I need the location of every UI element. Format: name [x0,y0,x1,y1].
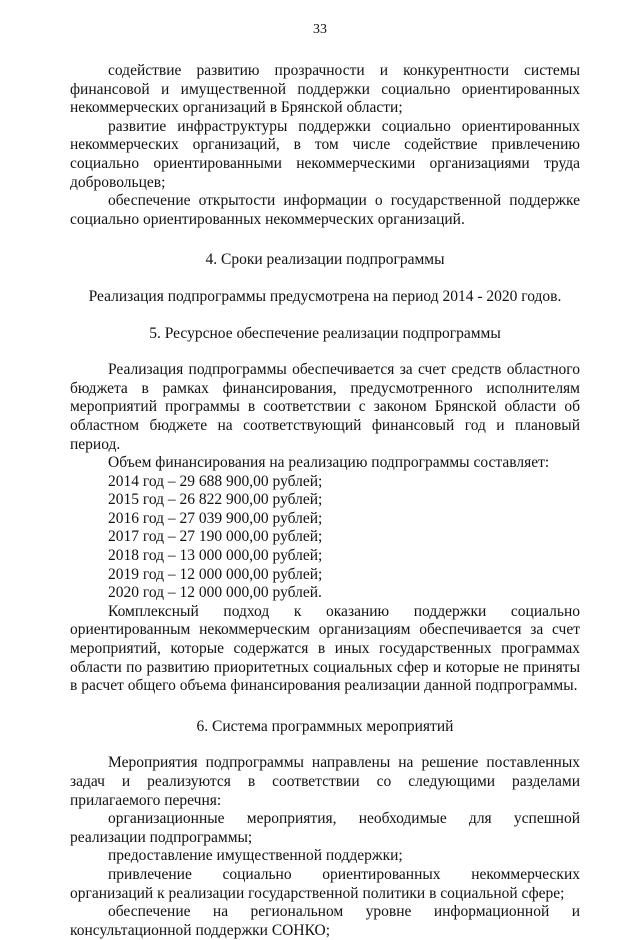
funding-year-item: 2019 год – 12 000 000,00 рублей; [108,565,323,583]
page-number: 33 [313,22,327,37]
funding-year-item: 2015 год – 26 822 900,00 рублей; [108,491,323,509]
section-5-intro: Реализация подпрограммы обеспечивается за счет средств областного бюджета в рамках финансирования, предусмотренного исполнителям мероприятий программы в соответствии с законом Брянской области об областном бюджете на соответствующий финансовый год и плановый период. [70,361,580,453]
funding-year-item: 2020 год – 12 000 000,00 рублей. [108,584,322,602]
funding-year-item: 2017 год – 27 190 000,00 рублей; [108,528,323,546]
section-4-heading: 4. Сроки реализации подпрограммы [205,251,445,269]
paragraph: Мероприятия подпрограммы направлены на решение поставленных задач и реализуются в соответствии со следующими разделами прилагаемого перечня: [70,754,580,809]
paragraph: привлечение социально ориентированных некоммерческих организаций к реализации государственной политики в социальной сфере; [70,865,580,902]
section-5-heading: 5. Ресурсное обеспечение реализации подпрограммы [149,324,501,342]
funding-year-item: 2016 год – 27 039 900,00 рублей; [108,509,323,527]
funding-year-item: 2014 год – 29 688 900,00 рублей; [108,472,323,490]
paragraph: содействие развитию прозрачности и конкурентности системы финансовой и имущественной поддержки социально ориентированных некоммерческих организаций в Брянской области; [70,62,580,117]
section-6-heading: 6. Система программных мероприятий [196,717,454,735]
paragraph: организационные мероприятия, необходимые для успешной реализации подпрограммы; [70,810,580,846]
funding-volume-label: Объем финансирования на реализацию подпрограммы составляет: [108,454,550,472]
complex-approach-paragraph: Комплексный подход к оказанию поддержки социально ориентированным некоммерческим организациям обеспечивается за счет мероприятий, которые содержатся в иных государственных программах области по развитию приоритетных социальных сфер и которые не приняты в расчет общего объема финансирования реализации данной подпрограммы. [70,602,580,695]
paragraph: предоставление имущественной поддержки; [108,847,403,865]
paragraph: обеспечение на региональном уровне информационной и консультационной поддержки СОНКО; [70,903,580,939]
section-4-text: Реализация подпрограммы предусмотрена на период 2014 - 2020 годов. [88,287,562,305]
page-body [70,62,580,940]
funding-year-item: 2018 год – 13 000 000,00 рублей; [108,547,323,565]
paragraph: обеспечение открытости информации о государственной поддержке социально ориентированных некоммерческих организаций. [70,192,580,228]
funding-by-year-list [70,473,580,603]
paragraph: развитие инфраструктуры поддержки социально ориентированных некоммерческих организаций, в том числе содействие привлечению социально ориентированными некоммерческими организациями труда добровольцев; [70,117,580,191]
